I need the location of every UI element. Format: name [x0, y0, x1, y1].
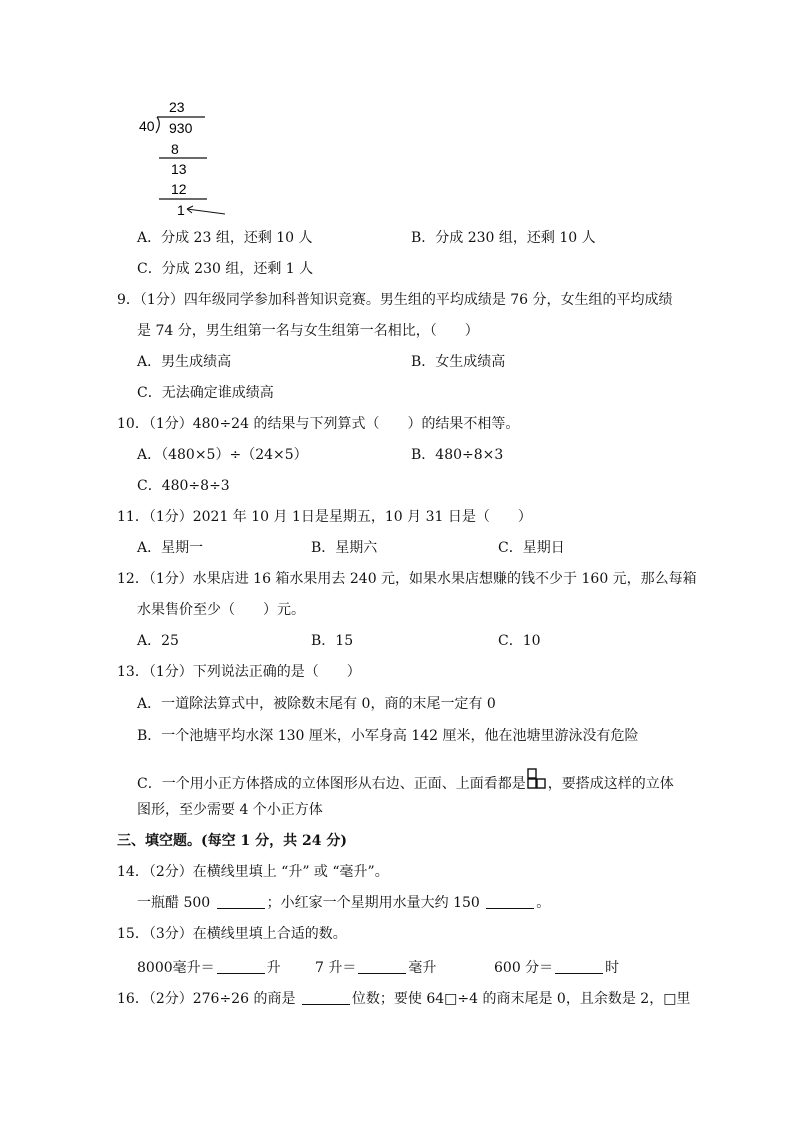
q13-option-c[interactable]	[137, 768, 674, 794]
long-division-figure	[135, 96, 245, 220]
q12-stem-line1: 12．（1分）水果店进 16 箱水果用去 240 元，如果水果店想赚的钱不少于 160 元，那么每箱	[117, 571, 697, 587]
q15-blank-3[interactable]	[555, 959, 603, 974]
q16-text-2: 位数；要使 64□÷4 的商末尾是 0，且余数是 2，□里	[351, 991, 691, 1007]
q15-item3-pre: 600 分＝	[494, 960, 554, 976]
q15-item1-pre: 8000毫升＝	[137, 960, 215, 976]
q14-stem: 14．（2分）在横线里填上 “升” 或 “毫升”。	[117, 864, 389, 880]
step3: 12	[171, 181, 187, 197]
q16-text-1: 16．（2分）276÷26 的商是	[117, 991, 296, 1007]
q9-option-c[interactable]: C．无法确定谁成绩高	[137, 385, 274, 401]
q10-stem: 10．（1分）480÷24 的结果与下列算式（ ）的结果不相等。	[117, 416, 520, 432]
q15-blank-1[interactable]	[217, 959, 265, 974]
q13-option-a[interactable]: A．一道除法算式中，被除数末尾有 0，商的末尾一定有 0	[137, 696, 496, 712]
q9-stem-line1: 9．（1分）四年级同学参加科普知识竞赛。男生组的平均成绩是 76 分，女生组的平均成绩	[117, 292, 673, 308]
q10-option-a[interactable]: A．（480×5）÷（24×5）	[137, 447, 308, 463]
q9-option-a[interactable]: A．男生成绩高	[137, 354, 232, 370]
q15-item-1	[137, 958, 281, 978]
q15-blank-2[interactable]	[358, 959, 406, 974]
q11-option-c[interactable]: C．星期日	[498, 540, 565, 556]
q16-blank-1[interactable]	[302, 990, 350, 1005]
q15-item-2	[315, 958, 436, 978]
q11-option-a[interactable]: A．星期一	[137, 540, 204, 556]
q15-item1-post: 升	[266, 960, 281, 976]
q13-option-b[interactable]: B．一个池塘平均水深 130 厘米，小军身高 142 厘米，他在池塘里游泳没有危险	[137, 728, 639, 744]
remainder: 1	[177, 202, 185, 218]
q14-blank-2[interactable]	[486, 894, 534, 909]
q12-stem-line2: 水果售价至少（ ）元。	[137, 602, 305, 618]
q9-option-b[interactable]: B．女生成绩高	[411, 354, 506, 370]
q15-item3-post: 时	[605, 960, 620, 976]
q11-stem: 11．（1分）2021 年 10 月 1日是星期五，10 月 31 日是（ ）	[117, 509, 532, 525]
q15-item2-post: 毫升	[408, 960, 437, 976]
q13-option-c-text-1: C．一个用小正方体搭成的立体图形从右边、正面、上面看都是	[137, 776, 526, 792]
division-bracket	[156, 117, 159, 133]
dividend: 930	[169, 120, 193, 136]
q12-option-c[interactable]: C．10	[498, 633, 541, 649]
q14-fill-line	[137, 893, 550, 913]
q10-option-b[interactable]: B．480÷8×3	[411, 447, 504, 463]
step2: 13	[171, 161, 187, 177]
q14-text-3: 。	[536, 895, 551, 911]
q14-text-2: ；小红家一个星期用水量大约 150	[266, 895, 480, 911]
q9-stem-line2: 是 74 分，男生组第一名与女生组第一名相比，（ ）	[137, 323, 479, 339]
step1: 8	[171, 141, 179, 157]
q12-option-b[interactable]: B．15	[311, 633, 354, 649]
q14-blank-1[interactable]	[217, 894, 265, 909]
q8-option-c[interactable]: C．分成 230 组，还剩 1 人	[137, 261, 314, 277]
q15-stem: 15．（3分）在横线里填上合适的数。	[117, 926, 347, 942]
q14-text-1: 一瓶醋 500	[137, 895, 211, 911]
q10-option-c[interactable]: C．480÷8÷3	[137, 478, 230, 494]
divisor: 40	[139, 118, 155, 134]
section-heading: 三、填空题。(每空 1 分，共 24 分)	[117, 833, 347, 849]
q11-option-b[interactable]: B．星期六	[311, 540, 378, 556]
cube-view-icon	[527, 768, 547, 790]
q13-option-c-line2: 图形，至少需要 4 个小正方体	[137, 802, 323, 818]
q15-item2-pre: 7 升＝	[315, 960, 357, 976]
remainder-arrow	[187, 209, 225, 214]
q16-stem	[117, 989, 690, 1009]
quotient: 23	[169, 99, 185, 115]
q8-option-b[interactable]: B．分成 230 组，还剩 10 人	[411, 230, 596, 246]
q12-option-a[interactable]: A．25	[137, 633, 179, 649]
q13-stem: 13．（1分）下列说法正确的是（ ）	[117, 664, 361, 680]
q8-option-a[interactable]: A．分成 23 组，还剩 10 人	[137, 230, 313, 246]
q13-option-c-text-2: ，要搭成这样的立体	[547, 776, 674, 792]
q15-item-3	[494, 958, 619, 978]
